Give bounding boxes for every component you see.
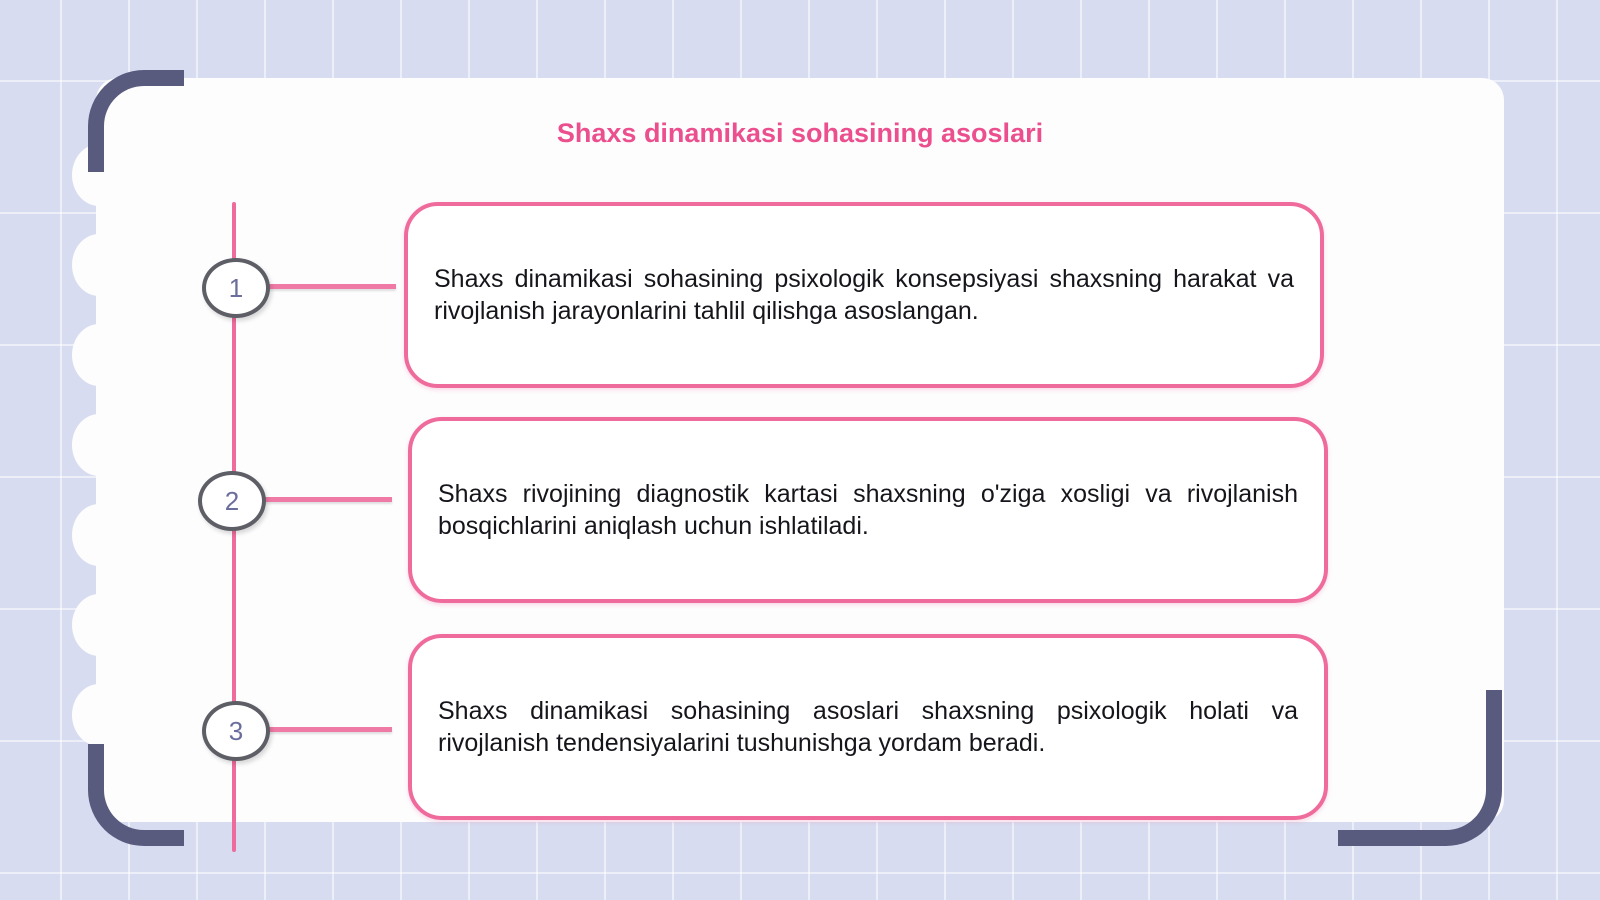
step-number-1: 1 — [202, 258, 270, 318]
step-card-3 — [408, 634, 1328, 820]
timeline-connector — [266, 284, 396, 289]
step-text-1: Shaxs dinamikasi sohasining psixologik konsepsiyasi shaxsning harakat va rivojlanish jarayonlarini tahlil qilishga asoslangan. — [434, 265, 1294, 325]
paper-edge-bump — [72, 414, 126, 476]
paper-edge-bump — [72, 324, 126, 386]
timeline-connector — [262, 497, 392, 502]
step-number-2: 2 — [198, 471, 266, 531]
step-text-2: Shaxs rivojining diagnostik kartasi shaxsning o'ziga xosligi va rivojlanish bosqichlarini aniqlash uchun ishlatiladi. — [438, 480, 1298, 540]
paper-edge-bump — [72, 684, 126, 746]
timeline-connector — [266, 727, 392, 732]
step-card-1 — [404, 202, 1324, 388]
paper-edge-bump — [72, 504, 126, 566]
slide-title: Shaxs dinamikasi sohasining asoslari — [556, 118, 1044, 148]
corner-bracket-bottom-left — [88, 744, 184, 846]
step-text-3: Shaxs dinamikasi sohasining asoslari shaxsning psixologik holati va rivojlanish tendensiyalarini tushunishga yordam beradi. — [438, 697, 1298, 757]
paper-edge-bump — [72, 234, 126, 296]
step-number-3: 3 — [202, 701, 270, 761]
step-card-2 — [408, 417, 1328, 603]
paper-edge-bump — [72, 594, 126, 656]
corner-bracket-bottom-right — [1338, 690, 1502, 846]
